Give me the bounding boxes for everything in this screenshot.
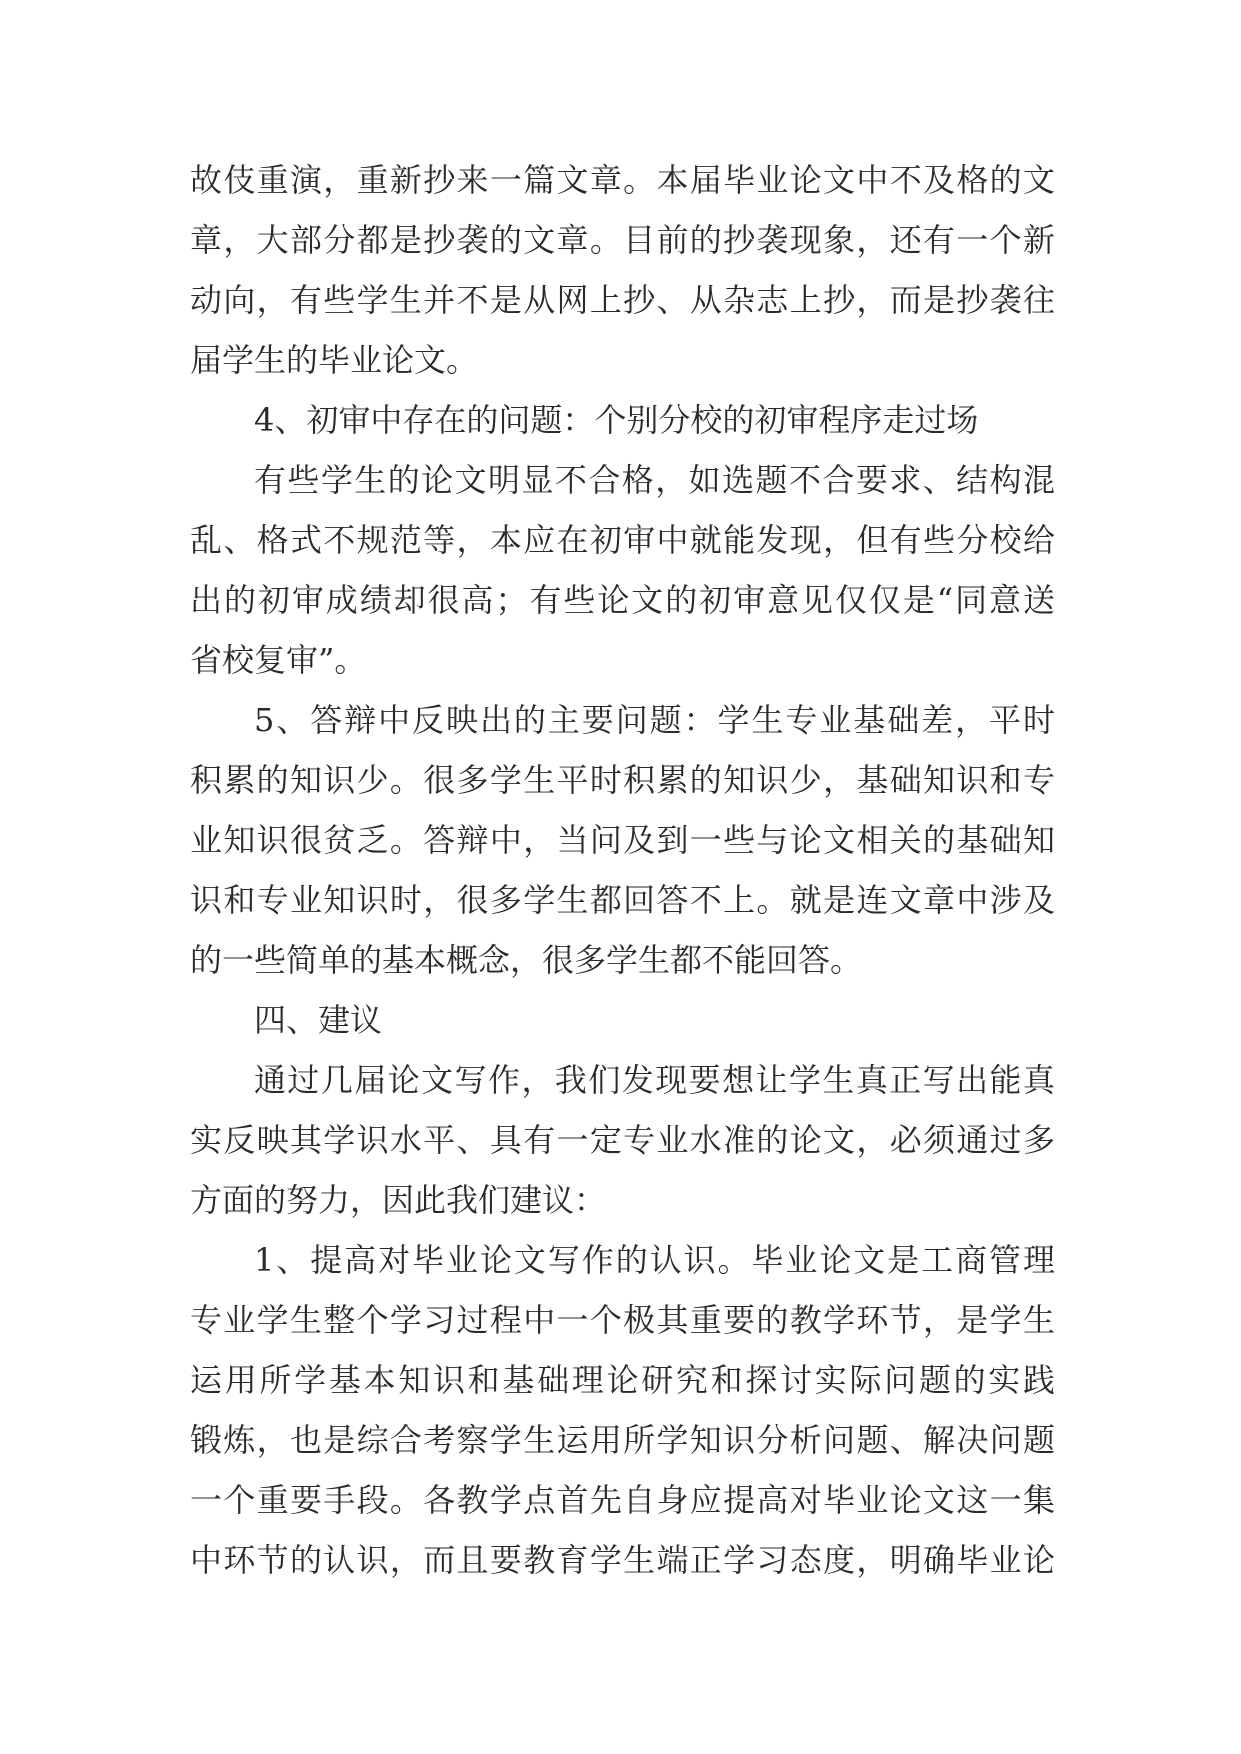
body-text-line: 5、答辩中反映出的主要问题：学生专业基础差，平时 [254, 701, 1055, 739]
body-text-line: 1、提高对毕业论文写作的认识。毕业论文是工商管理 [254, 1241, 1055, 1279]
body-text-line: 故伎重演，重新抄来一篇文章。本届毕业论文中不及格的文 [190, 161, 1055, 199]
body-text-line: 运用所学基本知识和基础理论研究和探讨实际问题的实践 [190, 1361, 1055, 1399]
body-text-line: 积累的知识少。很多学生平时积累的知识少，基础知识和专 [190, 761, 1055, 799]
body-text-line: 中环节的认识，而且要教育学生端正学习态度，明确毕业论 [190, 1541, 1055, 1579]
body-text-line: 有些学生的论文明显不合格，如选题不合要求、结构混 [254, 461, 1055, 499]
body-text-line: 专业学生整个学习过程中一个极其重要的教学环节，是学生 [190, 1301, 1055, 1339]
body-text-line: 的一些简单的基本概念，很多学生都不能回答。 [190, 941, 863, 979]
body-text-line: 出的初审成绩却很高；有些论文的初审意见仅仅是“同意送 [190, 581, 1055, 619]
body-text-line: 一个重要手段。各教学点首先自身应提高对毕业论文这一集 [190, 1481, 1055, 1519]
section-heading-line: 4、初审中存在的问题：个别分校的初审程序走过场 [254, 401, 979, 439]
body-text-line: 方面的努力，因此我们建议： [190, 1181, 607, 1219]
body-text-line: 动向，有些学生并不是从网上抄、从杂志上抄，而是抄袭往 [190, 281, 1055, 319]
body-text-line: 章，大部分都是抄袭的文章。目前的抄袭现象，还有一个新 [190, 221, 1055, 259]
body-text-line: 锻炼，也是综合考察学生运用所学知识分析问题、解决问题 [190, 1421, 1055, 1459]
body-text-line: 业知识很贫乏。答辩中，当问及到一些与论文相关的基础知 [190, 821, 1055, 859]
body-text-line: 届学生的毕业论文。 [190, 341, 479, 379]
body-text-line: 通过几届论文写作，我们发现要想让学生真正写出能真 [254, 1061, 1055, 1099]
body-text-line: 乱、格式不规范等，本应在初审中就能发现，但有些分校给 [190, 521, 1055, 559]
body-text-line: 省校复审”。 [190, 641, 367, 679]
section-heading-line: 四、建议 [254, 1001, 383, 1039]
body-text-line: 识和专业知识时，很多学生都回答不上。就是连文章中涉及 [190, 881, 1055, 919]
body-text-line: 实反映其学识水平、具有一定专业水准的论文，必须通过多 [190, 1121, 1055, 1159]
